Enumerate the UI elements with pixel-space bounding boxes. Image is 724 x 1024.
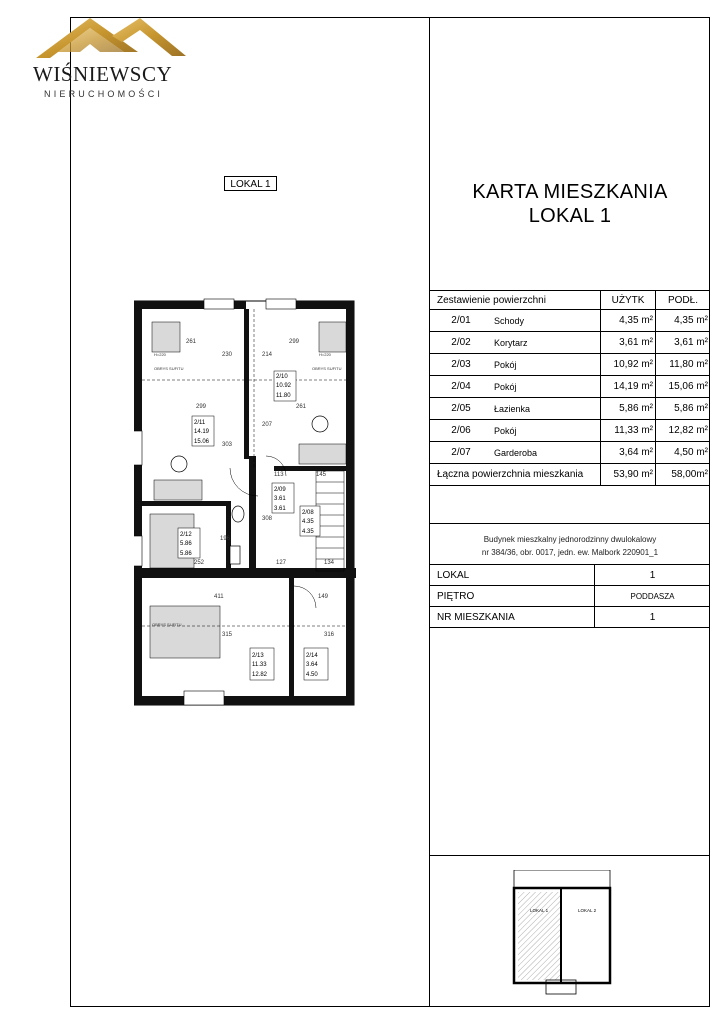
room-2-13-area: 11.33 [252,662,267,668]
building-line2: nr 384/36, obr. 0017, jedn. ew. Malbork 220901_1 [481,548,659,557]
table-row [430,332,710,354]
room-name: Schody [492,310,601,332]
total-label: Łączna powierzchnia mieszkania [430,464,601,486]
room-2-11-id: 2/11 [194,420,206,426]
info-row [430,586,710,607]
dim-label: 261 [296,404,307,410]
key-plan [512,870,612,995]
room-usable: 10,92 m² [601,354,656,376]
dim-label: 261 [186,339,197,345]
area-table-header [430,291,710,310]
key-plan-left-label: LOKAL 1 [530,908,549,913]
room-2-09-id: 2/09 [274,487,286,493]
room-2-13-floor: 12.82 [252,672,268,678]
table-row [430,442,710,464]
logo-subtitle: NIERUCHOMOŚCI [44,89,164,99]
room-name: Pokój [492,376,601,398]
dim-label: 207 [262,422,273,428]
section-line [430,855,710,856]
room-floor: 15,06 m² [656,376,711,398]
room-2-12-id: 2/12 [180,532,192,538]
dim-label: 315 [222,632,233,638]
room-2-10-id: 2/10 [276,374,288,380]
plan-label: LOKAL 1 [224,176,277,191]
dim-label: 149 [318,594,329,600]
room-floor: 3,61 m² [656,332,711,354]
room-2-11-area: 14.19 [194,429,210,435]
dim-label: 316 [324,632,335,638]
room-name: Garderoba [492,442,601,464]
room-2-08-id: 2/08 [302,510,314,516]
room-floor: 5,86 m² [656,398,711,420]
total-floor: 58,00m² [656,464,711,486]
room-floor: 4,35 m² [656,310,711,332]
room-2-10-floor: 11.80 [276,393,291,399]
area-table-title: Zestawienie powierzchni [430,291,601,310]
dim-label: 303 [222,442,233,448]
plan-note: H=220 [154,352,166,357]
room-2-14-id: 2/14 [306,653,318,659]
room-code: 2/05 [430,398,492,420]
room-name: Łazienka [492,398,601,420]
dim-label: 299 [196,404,207,410]
room-2-14-floor: 4.50 [306,672,318,678]
room-2-13-id: 2/13 [252,653,264,659]
dim-label: 230 [222,352,233,358]
title-line2: LOKAL 1 [528,205,612,227]
room-2-09-area: 3.61 [274,496,286,502]
room-floor: 12,82 m² [656,420,711,442]
section-line [430,523,710,524]
info-label: PIĘTRO [430,586,595,607]
room-name: Pokój [492,420,601,442]
dim-label: 145 [316,472,327,478]
info-value: PODDASZA [595,586,711,607]
room-usable: 14,19 m² [601,376,656,398]
building-line1: Budynek mieszkalny jednorodzinny dwulokalowy [483,535,657,544]
room-2-10-area: 10.92 [276,383,292,389]
company-logo [28,12,198,107]
table-row [430,310,710,332]
room-usable: 5,86 m² [601,398,656,420]
dim-label: 196 [220,536,231,542]
room-floor: 11,80 m² [656,354,711,376]
info-row [430,565,710,586]
info-value: 1 [595,565,711,586]
room-2-12-floor: 5.86 [180,551,192,557]
info-table [430,565,710,628]
col-floor-header: PODŁ. [656,291,711,310]
col-usable-header: UŻYTK [601,291,656,310]
table-row [430,420,710,442]
room-floor: 4,50 m² [656,442,711,464]
info-label: NR MIESZKANIA [430,607,595,628]
dim-label: 134 [324,560,335,566]
dim-label: 127 [276,560,287,566]
room-usable: 4,35 m² [601,310,656,332]
table-row [430,398,710,420]
room-code: 2/03 [430,354,492,376]
room-2-11-floor: 15.06 [194,439,210,445]
room-code: 2/07 [430,442,492,464]
dim-label: 113 [274,472,284,478]
room-2-12-area: 5.86 [180,541,192,547]
sheet-divider [429,17,430,1007]
room-2-08-area: 4.35 [302,519,314,525]
room-code: 2/06 [430,420,492,442]
floor-plan [134,296,358,716]
table-row [430,376,710,398]
area-table [430,291,710,486]
dim-label: 252 [194,560,205,566]
table-row [430,354,710,376]
room-code: 2/02 [430,332,492,354]
room-name: Korytarz [492,332,601,354]
dim-label: 308 [262,516,273,522]
room-2-09-floor: 3.61 [274,506,286,512]
total-usable: 53,90 m² [601,464,656,486]
room-2-14-area: 3.64 [306,662,318,668]
page-title [430,180,710,228]
logo-brand: WIŚNIEWSCY [33,62,173,86]
room-name: Pokój [492,354,601,376]
key-plan-right-label: LOKAL 2 [578,908,597,913]
info-row [430,607,710,628]
room-usable: 11,33 m² [601,420,656,442]
dim-label: 299 [289,339,300,345]
info-value: 1 [595,607,711,628]
dim-label: 214 [262,352,273,358]
room-code: 2/04 [430,376,492,398]
room-usable: 3,61 m² [601,332,656,354]
info-label: LOKAL [430,565,595,586]
table-total-row [430,464,710,486]
room-code: 2/01 [430,310,492,332]
dim-label: 411 [214,594,224,600]
room-usable: 3,64 m² [601,442,656,464]
title-line1: KARTA MIESZKANIA [472,181,668,203]
plan-note: OBRYS SUFITU [154,366,184,371]
plan-note: OBRYS SUFITU [152,622,182,627]
plan-note: OBRYS SUFITU [312,366,342,371]
plan-note: H=220 [319,352,331,357]
building-description [430,533,710,559]
room-2-08-floor: 4.35 [302,529,314,535]
